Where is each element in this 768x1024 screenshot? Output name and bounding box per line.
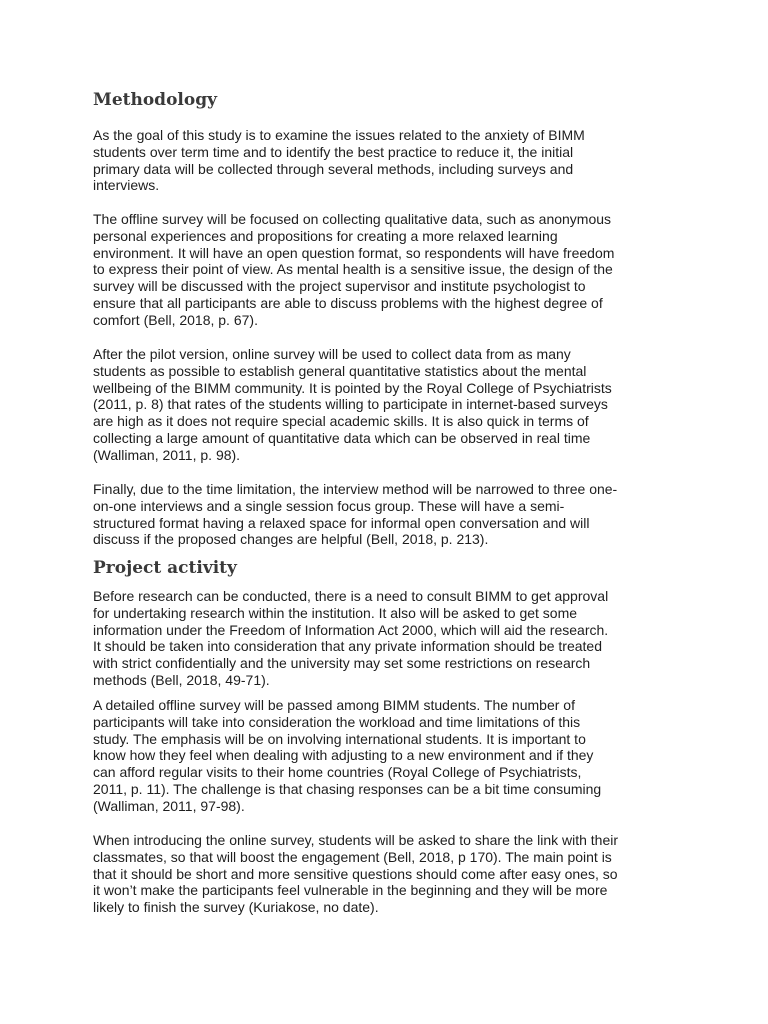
methodology-paragraph-1: As the goal of this study is to examine the issues related to the anxiety of BIMM students over term time and to identify the best practice to reduce it, the initial primary data will be collected through several methods, including surveys and interviews. [93, 127, 585, 194]
methodology-paragraph-2: The offline survey will be focused on collecting qualitative data, such as anonymous personal experiences and propositions for creating a more relaxed learning environment. It will have an open question format, so respondents will have freedom to express their point of view. As mental health is a sensitive issue, the design of the survey will be discussed with the project supervisor and institute psychologist to ensure that all participants are able to discuss problems with the highest degree of comfort (Bell, 2018, p. 67). [93, 211, 615, 328]
section-heading-methodology: Methodology [93, 90, 217, 110]
project-activity-paragraph-3: When introducing the online survey, students will be asked to share the link with their classmates, so that will boost the engagement (Bell, 2018, p 170). The main point is that it should be short and more sensitive questions should come after easy ones, so it won’t make the participants feel vulnerable in the beginning and they will be more likely to finish the survey (Kuriakose, no date). [93, 832, 619, 916]
section-heading-project-activity: Project activity [93, 558, 237, 578]
project-activity-paragraph-2: A detailed offline survey will be passed among BIMM students. The number of participants will take into consideration the workload and time limitations of this study. The emphasis will be on involving international students. It is important to know how they feel when dealing with adjusting to a new environment and if they can afford regular visits to their home countries (Royal College of Psychiatrists, 2011, p. 11). The challenge is that chasing responses can be a bit time consuming (Walliman, 2011, 97-98). [93, 697, 602, 814]
methodology-paragraph-4: Finally, due to the time limitation, the interview method will be narrowed to three one- on-one interviews and a single session focus group. These will have a semi- structured format having a relaxed space for informal open conversation and will discuss if the proposed changes are helpful (Bell, 2018, p. 213). [93, 481, 618, 548]
methodology-paragraph-3: After the pilot version, online survey will be used to collect data from as many students as possible to establish general quantitative statistics about the mental wellbeing of the BIMM community. It is pointed by the Royal College of Psychiatrists (2011, p. 8) that rates of the students willing to participate in internet-based surveys are high as it does not require special academic skills. It is also quick in terms of collecting a large amount of quantitative data which can be observed in real time (Walliman, 2011, p. 98). [93, 346, 612, 463]
project-activity-paragraph-1: Before research can be conducted, there is a need to consult BIMM to get approval for undertaking research within the institution. It also will be asked to get some information under the Freedom of Information Act 2000, which will aid the research. It should be taken into consideration that any private information should be treated with strict confidentially and the university may set some restrictions on research methods (Bell, 2018, 49-71). [93, 588, 609, 688]
